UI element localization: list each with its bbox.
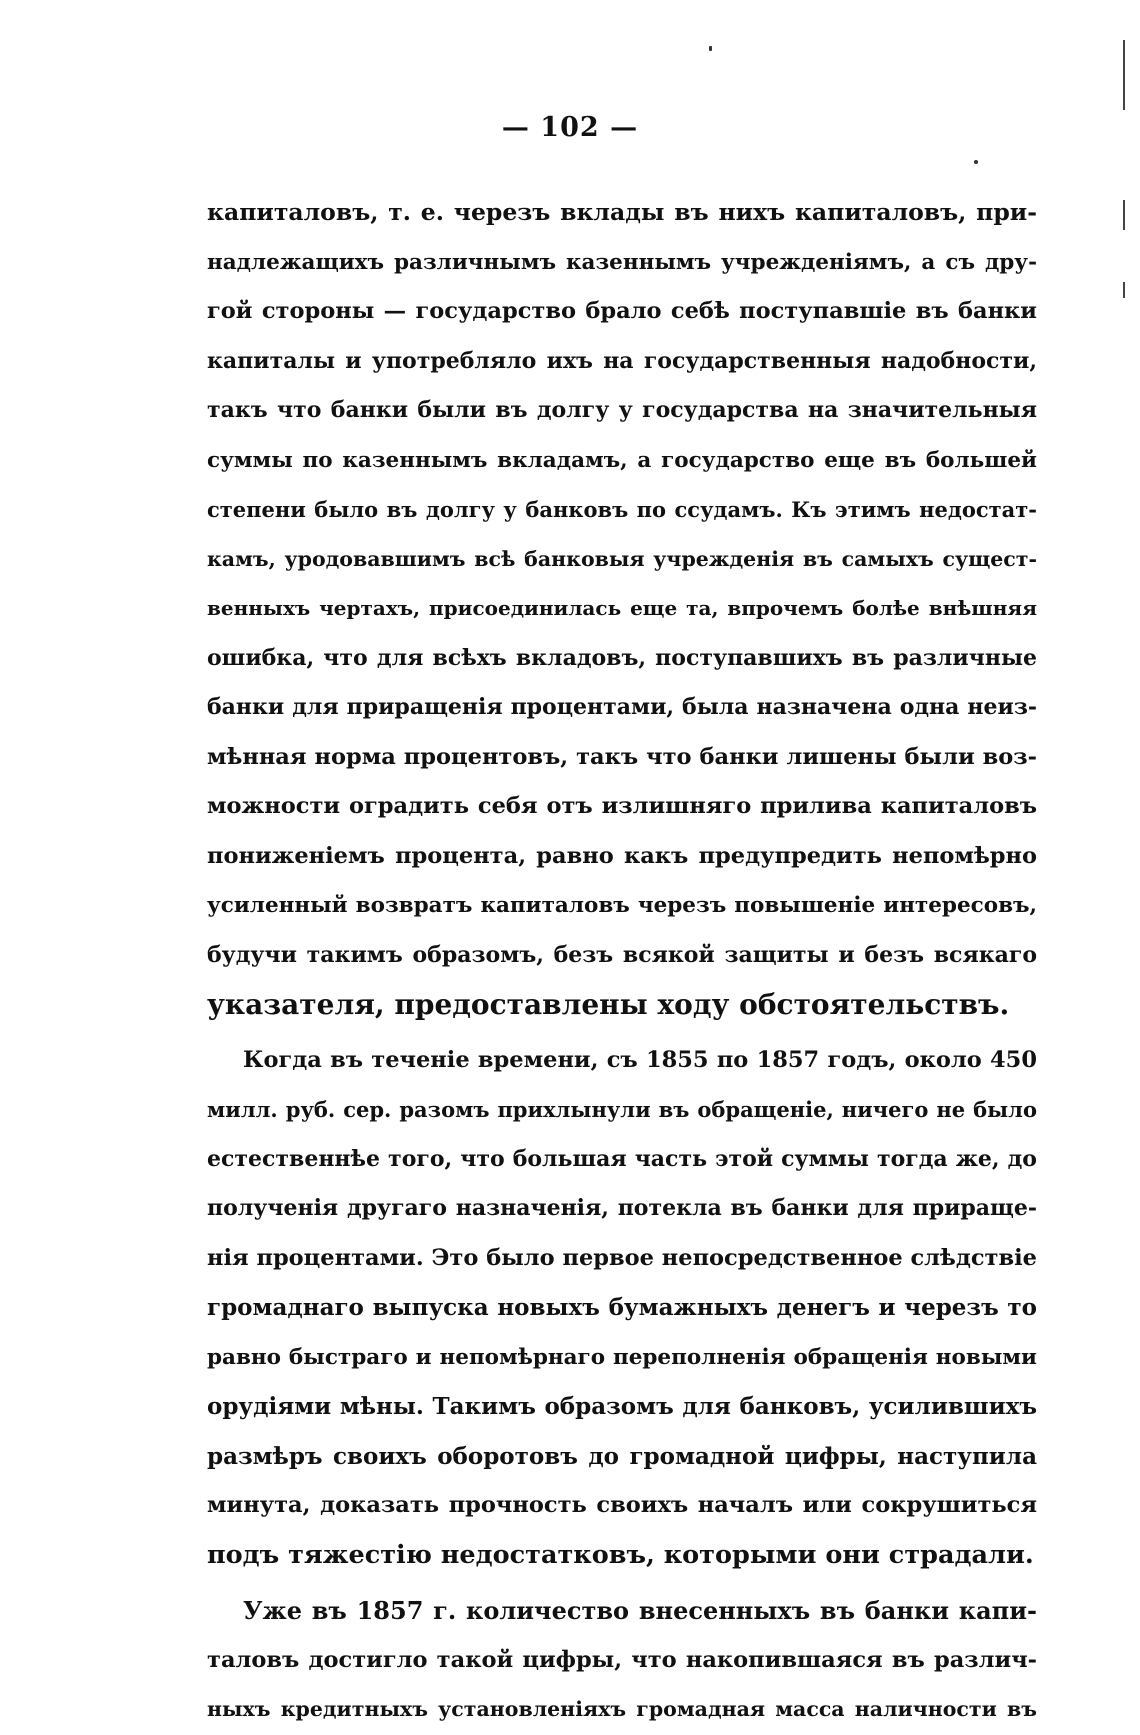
paragraph [207,1036,1037,1581]
text-line: мѣнная норма процентовъ, такъ что банки лишены были воз- [207,743,1037,770]
text-line: указателя, предоставлены ходу обстоятельствъ. [207,988,1010,1021]
text-line: Когда въ теченіе времени, съ 1855 по 1857 годъ, около 450 [243,1046,1037,1073]
text-line: капиталы и употребляло ихъ на государственныя надобности, [207,347,1037,374]
text-line: пониженіемъ процента, равно какъ предупредить непомѣрно [207,842,1037,869]
text-line: надлежащихъ различнымъ казеннымъ учрежденіямъ, а съ дру- [207,249,1037,275]
text-line: камъ, уродовавшимъ всѣ банковыя учрежденія въ самыхъ сущест- [207,546,1037,571]
text-line: венныхъ чертахъ, присоединилась еще та, впрочемъ болѣе внѣшняя [207,596,1037,620]
page-edge-mark [1123,40,1125,110]
print-speck [709,46,712,51]
text-line: гой стороны — государство брало себѣ поступавшіе въ банки [207,298,1037,324]
text-line: ошибка, что для всѣхъ вкладовъ, поступавшихъ въ различные [207,644,1037,671]
text-line: размѣръ своихъ оборотовъ до громадной цифры, наступила [207,1442,1037,1470]
text-line: таловъ достигло такой цифры, что накопившаяся въ различ- [207,1646,1037,1673]
text-line: равно быстраго и непомѣрнаго переполненія обращенія новыми [207,1344,1037,1370]
text-line: орудіями мѣны. Такимъ образомъ для банковъ, усилившихъ [207,1393,1037,1420]
page-number: — 102 — [501,112,639,143]
text-line: можности оградить себя отъ излишняго прилива капиталовъ [207,793,1037,819]
text-line: будучи такимъ образомъ, безъ всякой защиты и безъ всякаго [207,941,1037,968]
text-line: степени было въ долгу у банковъ по ссудамъ. Къ этимъ недостат- [207,497,1037,522]
text-line: усиленный возвратъ капиталовъ черезъ повышеніе интересовъ, [207,893,1037,918]
page-edge-mark [1123,200,1125,230]
text-line: ныхъ кредитныхъ установленіяхъ громадная масса наличности въ [207,1697,1037,1721]
text-line: капиталовъ, т. е. черезъ вклады въ нихъ капиталовъ, при- [207,198,1037,226]
text-line: суммы по казеннымъ вкладамъ, а государство еще въ большей [207,447,1037,473]
paragraph [207,1586,1037,1735]
text-line: подъ тяжестію недостатковъ, которыми они страдали. [207,1539,1034,1570]
text-line: минута, доказать прочность своихъ началъ или сокрушиться [207,1492,1037,1518]
text-line: Уже въ 1857 г. количество внесенныхъ въ банки капи- [243,1596,1037,1625]
text-line: банки для приращенія процентами, была назначена одна неиз- [207,694,1037,720]
text-line: нія процентами. Это было первое непосредственное слѣдствіе [207,1244,1037,1271]
text-line: такъ что банки были въ долгу у государства на значительныя [207,397,1037,423]
print-speck [974,160,978,164]
paragraph [207,188,1037,1030]
text-line: полученія другаго назначенія, потекла въ банки для прираще- [207,1195,1037,1221]
text-line: громаднаго выпуска новыхъ бумажныхъ денегъ и черезъ то [207,1294,1037,1321]
body-text [207,188,1037,1735]
page-edge-mark [1123,282,1125,298]
text-line: естественнѣе того, что большая часть этой суммы тогда же, до [207,1145,1037,1172]
text-line: милл. руб. сер. разомъ прихлынули въ обращеніе, ничего не было [207,1097,1037,1122]
